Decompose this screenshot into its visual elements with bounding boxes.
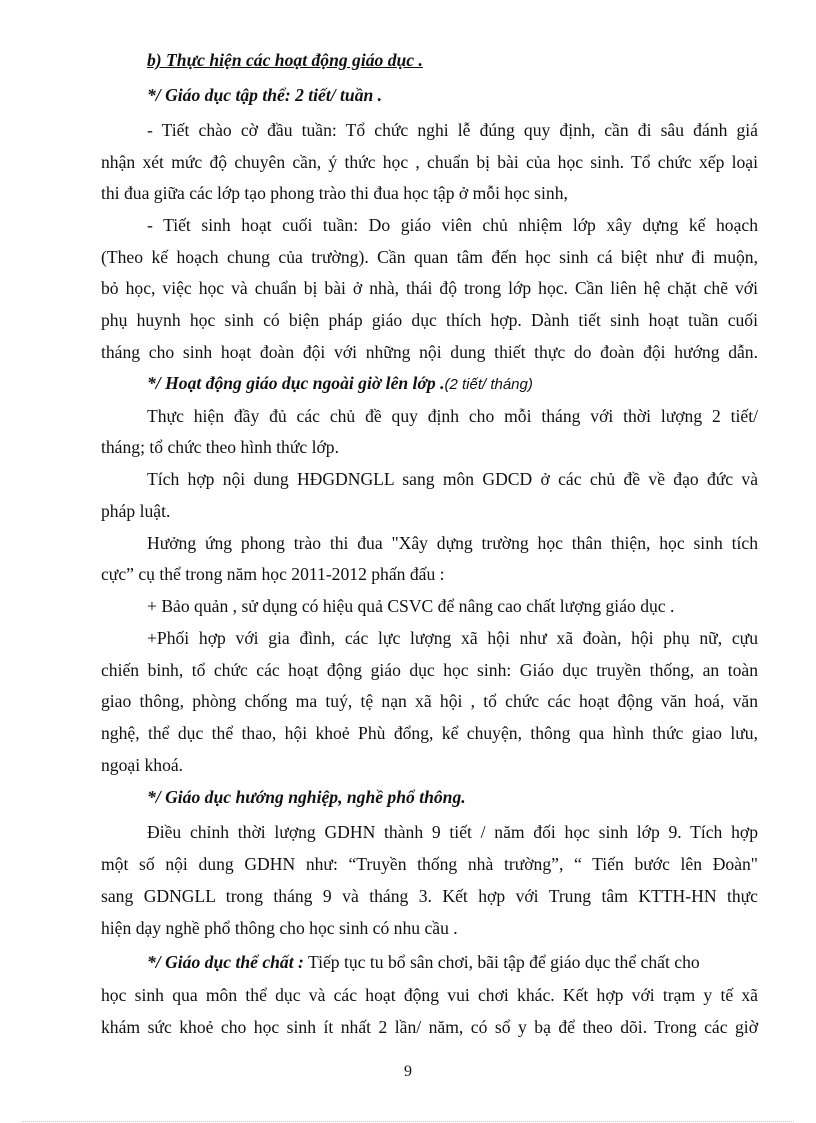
heading-huong-nghiep: */ Giáo dục hướng nghiệp, nghề phổ thông. (147, 787, 466, 807)
paragraph-line: nghệ, thể dục thể thao, hội khoẻ Phù đổng, kể chuyện, thông qua hình thức giao lưu, (101, 723, 758, 743)
page-bottom-border (22, 1121, 794, 1122)
paragraph-line: tháng; tổ chức theo hình thức lớp. (101, 437, 339, 457)
paragraph-line: Thực hiện đầy đủ các chủ đề quy định cho mỗi tháng với thời lượng 2 tiết/ (147, 406, 758, 426)
paragraph-line: pháp luật. (101, 501, 171, 521)
heading-tap-the: */ Giáo dục tập thể: 2 tiết/ tuần . (147, 85, 383, 105)
paragraph-line: (Theo kế hoạch chung của trường). Cần quan tâm đến học sinh cá biệt như đi muộn, (101, 247, 758, 267)
paragraph-line: - Tiết chào cờ đầu tuần: Tổ chức nghi lễ đúng quy định, cần đi sâu đánh giá (147, 120, 758, 140)
paragraph-line: thi đua giữa các lớp tạo phong trào thi đua học tập ở mỗi học sinh, (101, 183, 568, 203)
page-number: 9 (404, 1063, 412, 1080)
paragraph-line: +Phối hợp với gia đình, các lực lượng xã hội như xã đoàn, hội phụ nữ, cựu (147, 628, 758, 648)
paragraph-line: học sinh qua môn thể dục và các hoạt động vui chơi khác. Kết hợp với trạm y tế xã (101, 985, 758, 1005)
paragraph-line: tháng cho sinh hoạt đoàn đội với những nội dung thiết thực do đoàn đội hướng dẫn. (101, 342, 758, 362)
paragraph-line: một số nội dung GDHN như: “Truyền thống nhà trường”, “ Tiến bước lên Đoàn" (101, 854, 758, 874)
paragraph-line: chiến binh, tổ chức các hoạt động giáo dục học sinh: Giáo dục truyền thống, an toàn (101, 660, 758, 680)
heading-the-chat-line (147, 950, 758, 974)
paragraph-line: khám sức khoẻ cho học sinh ít nhất 2 lần/ năm, có sổ y bạ để theo dõi. Trong các giờ (101, 1017, 758, 1037)
paragraph-line: Điều chỉnh thời lượng GDHN thành 9 tiết / năm đối học sinh lớp 9. Tích hợp (147, 822, 758, 842)
paragraph-line: bỏ học, việc học và chuẩn bị bài ở nhà, thái độ trong lớp học. Cần liên hệ chặt chẽ với (101, 278, 758, 298)
section-heading-b: b) Thực hiện các hoạt động giáo dục . (147, 50, 423, 70)
paragraph-line: cực” cụ thể trong năm học 2011-2012 phấn đấu : (101, 564, 445, 584)
paragraph-line: Hưởng ứng phong trào thi đua "Xây dựng trường học thân thiện, học sinh tích (147, 533, 758, 553)
paragraph-line: phụ huynh học sinh có biện pháp giáo dục thích hợp. Dành tiết sinh hoạt tuần cuối (101, 310, 758, 330)
paragraph-line: Tích hợp nội dung HĐGDNGLL sang môn GDCD ở các chủ đề về đạo đức và (147, 469, 758, 489)
heading-the-chat: */ Giáo dục thể chất : (147, 952, 304, 972)
paragraph-line: hiện dạy nghề phổ thông cho học sinh có nhu cầu . (101, 918, 458, 938)
paragraph-line: - Tiết sinh hoạt cuối tuần: Do giáo viên chủ nhiệm lớp xây dựng kế hoạch (147, 215, 758, 235)
heading-ngoai-gio-text: */ Hoạt động giáo dục ngoài giờ lên lớp . (147, 373, 445, 393)
heading-ngoai-gio-duration: (2 tiết/ tháng) (444, 376, 533, 393)
paragraph-text: Tiếp tục tu bổ sân chơi, bãi tập để giáo dục thể chất cho (303, 952, 700, 972)
paragraph-line: sang GDNGLL trong tháng 9 và tháng 3. Kết hợp với Trung tâm KTTH-HN thực (101, 886, 758, 906)
paragraph-line: ngoại khoá. (101, 755, 184, 775)
paragraph-line: nhận xét mức độ chuyên cần, ý thức học , chuẩn bị bài của học sinh. Tổ chức xếp loại (101, 152, 758, 172)
heading-ngoai-gio (147, 371, 758, 397)
paragraph-line: giao thông, phòng chống ma tuý, tệ nạn xã hội , tổ chức các hoạt động văn hoá, văn (101, 691, 758, 711)
paragraph-line: + Bảo quản , sử dụng có hiệu quả CSVC để nâng cao chất lượng giáo dục . (147, 596, 675, 616)
